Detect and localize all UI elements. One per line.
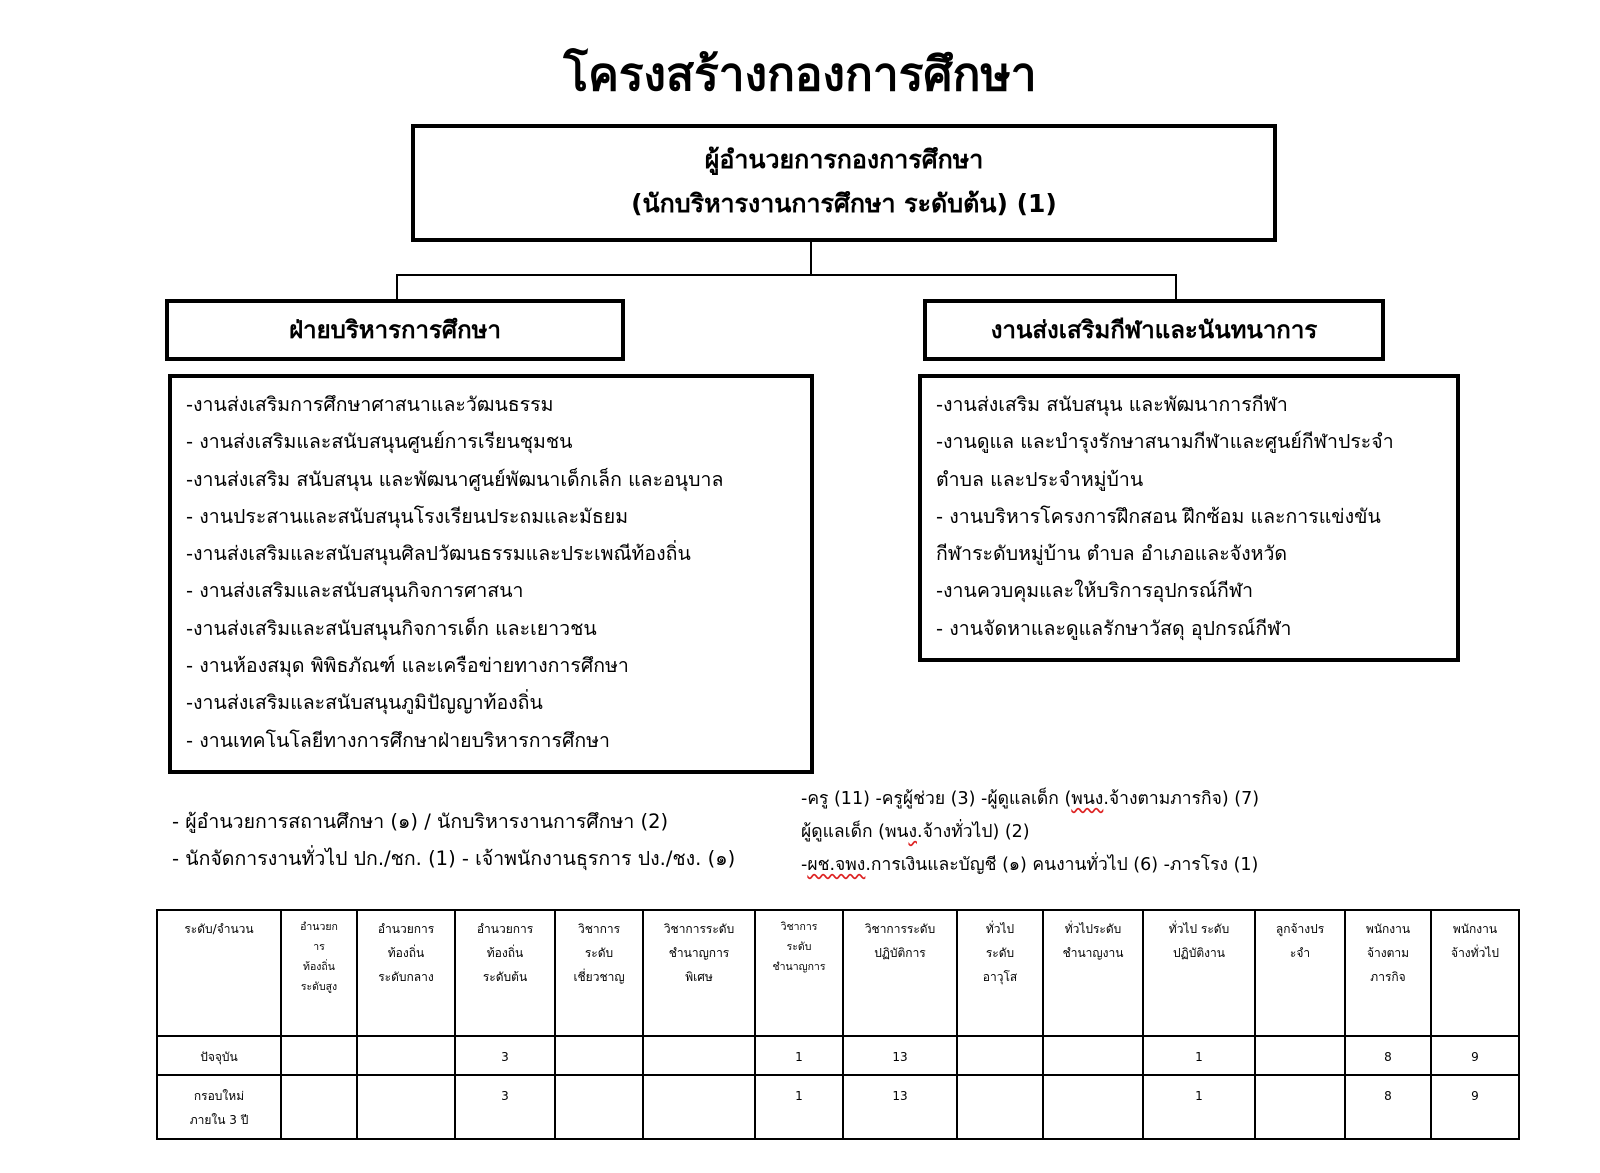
header-text: ปฏิบัติงาน (1173, 946, 1225, 960)
staff-list-right (801, 783, 1259, 882)
table-header-cell (843, 910, 957, 1036)
header-text: ระดับ/จำนวน (184, 922, 254, 936)
table-cell (1255, 1036, 1345, 1075)
header-text: พิเศษ (685, 970, 713, 984)
table-cell (1043, 1075, 1143, 1139)
division-name: งานส่งเสริมกีฬาและนันทนาการ (990, 316, 1318, 344)
staff-text: .จ้างตามภารกิจ) (7) (1103, 789, 1260, 809)
staff-text-flagged: ง (908, 822, 917, 842)
position-rate-table (156, 909, 1520, 1140)
header-text: จ้างตาม (1366, 946, 1410, 960)
header-text: จ้างทั่วไป (1451, 946, 1499, 960)
table-cell: 13 (843, 1075, 957, 1139)
header-text: ชำนาญการ (668, 946, 730, 960)
header-text: ระดับ (985, 946, 1015, 960)
table-cell: 1 (1143, 1075, 1255, 1139)
header-text: ท้องถิ่น (303, 961, 335, 973)
header-text: ชำนาญงาน (1062, 946, 1124, 960)
table-row (157, 1075, 1519, 1139)
table-cell (957, 1075, 1043, 1139)
staff-list-left (172, 803, 735, 877)
list-item: -งานดูแล และบำรุงรักษาสนามกีฬาและศูนย์กีฬาประจำ (936, 430, 1394, 454)
row-label: ภายใน 3 ปี (189, 1113, 249, 1127)
row-label: ปัจจุบัน (200, 1050, 238, 1064)
staff-line (801, 849, 1259, 882)
director-position: (นักบริหารงานการศึกษา ระดับต้น) (1) (631, 189, 1057, 218)
staff-line (801, 816, 1259, 849)
header-text: ะจำ (1289, 946, 1311, 960)
table-cell: 1 (755, 1036, 843, 1075)
table-header-cell (555, 910, 643, 1036)
header-text: พนักงาน (1365, 922, 1411, 936)
table-header-cell (455, 910, 555, 1036)
table-cell: 8 (1345, 1036, 1431, 1075)
staff-text: ผู้ดูแลเด็ก (พน (801, 822, 909, 842)
header-text: ภารกิจ (1370, 970, 1406, 984)
staff-text-flagged: ผช.จพง (807, 855, 866, 875)
staff-line: - ผู้อำนวยการสถานศึกษา (๑) / นักบริหารงานการศึกษา (2) (172, 810, 669, 833)
table-header-cell (1431, 910, 1519, 1036)
list-item: - งานห้องสมุด พิพิธภัณฑ์ และเครือข่ายทางการศึกษา (186, 654, 629, 678)
header-text: อาวุโส (982, 970, 1018, 984)
header-text: ระดับกลาง (378, 970, 434, 984)
staff-text: .การเงินและบัญชี (๑) คนงานทั่วไป (6) -ภารโรง (1) (865, 855, 1259, 875)
row-label-cell (157, 1036, 281, 1075)
table-header-cell (1255, 910, 1345, 1036)
table-cell (555, 1036, 643, 1075)
director-box (411, 124, 1277, 242)
header-text: วิชาการ (577, 922, 621, 936)
education-admin-task-list (168, 374, 814, 774)
page-title: โครงสร้างกองการศึกษา (563, 47, 1037, 101)
table-cell: 9 (1431, 1036, 1519, 1075)
staff-text-flagged: พนง (1071, 789, 1104, 809)
header-text: ปฏิบัติการ (874, 946, 926, 960)
row-label: กรอบใหม่ (193, 1089, 245, 1103)
division-education-admin (165, 299, 625, 361)
header-text: อำนวยการ (476, 922, 534, 936)
list-item: - งานส่งเสริมและสนับสนุนศูนย์การเรียนชุมชน (186, 430, 573, 454)
table-header-cell (755, 910, 843, 1036)
table-header-cell (157, 910, 281, 1036)
staff-line: - นักจัดการงานทั่วไป ปก./ชก. (1) - เจ้าพนักงานธุรการ ปง./ชง. (๑) (172, 847, 736, 870)
table-cell: 3 (455, 1075, 555, 1139)
table-cell: 8 (1345, 1075, 1431, 1139)
header-text: ระดับ (584, 946, 614, 960)
row-label-cell (157, 1075, 281, 1139)
table-cell (555, 1075, 643, 1139)
table-header-cell (281, 910, 357, 1036)
list-item: -งานควบคุมและให้บริการอุปกรณ์กีฬา (936, 579, 1254, 603)
list-item: -งานส่งเสริม สนับสนุน และพัฒนาการกีฬา (936, 393, 1288, 416)
staff-text: -ครู (11) -ครูผู้ช่วย (3) -ผู้ดูแลเด็ก ( (801, 789, 1072, 809)
table-row (157, 1036, 1519, 1075)
table-cell: 9 (1431, 1075, 1519, 1139)
table-cell (643, 1036, 755, 1075)
table-cell (643, 1075, 755, 1139)
header-text: ท้องถิ่น (387, 946, 425, 960)
list-item: - งานเทคโนโลยีทางการศึกษาฝ่ายบริหารการศึกษา (186, 728, 610, 752)
header-text: ท้องถิ่น (486, 946, 524, 960)
division-name: ฝ่ายบริหารการศึกษา (289, 316, 501, 344)
director-title: ผู้อำนวยการกองการศึกษา (704, 145, 984, 174)
header-text: ระดับ (786, 941, 812, 953)
table-header-cell (357, 910, 455, 1036)
table-header-cell (957, 910, 1043, 1036)
header-text: วิชาการ (780, 921, 818, 933)
division-sports-recreation (923, 299, 1385, 361)
list-item: -งานส่งเสริมและสนับสนุนภูมิปัญญาท้องถิ่น (186, 691, 543, 715)
list-item: กีฬาระดับหมู่บ้าน ตำบล อำเภอและจังหวัด (936, 542, 1288, 566)
table-cell (957, 1036, 1043, 1075)
table-cell (1043, 1036, 1143, 1075)
header-text: ลูกจ้างปร (1275, 922, 1325, 936)
header-text: ทั่วไป (985, 922, 1015, 936)
connector-horizontal (396, 274, 1177, 276)
staff-text: .จ้างทั่วไป) (2) (917, 822, 1030, 842)
header-text: ชำนาญการ (772, 961, 826, 973)
header-text: ทั่วไประดับ (1064, 922, 1122, 936)
list-item: -งานส่งเสริมและสนับสนุนศิลปวัฒนธรรมและประเพณีท้องถิ่น (186, 542, 691, 566)
table-cell: 1 (1143, 1036, 1255, 1075)
table-cell (1255, 1075, 1345, 1139)
header-text: อำนวยก (300, 921, 338, 933)
list-item: -งานส่งเสริมและสนับสนุนกิจการเด็ก และเยาวชน (186, 616, 597, 640)
table-cell: 13 (843, 1036, 957, 1075)
table-cell (357, 1036, 455, 1075)
table-header-cell (1143, 910, 1255, 1036)
list-item: -งานส่งเสริม สนับสนุน และพัฒนาศูนย์พัฒนาเด็กเล็ก และอนุบาล (186, 467, 724, 491)
staff-text: - (801, 855, 808, 875)
header-text: เชี่ยวชาญ (573, 970, 625, 984)
table-cell (281, 1036, 357, 1075)
table-header-cell (1043, 910, 1143, 1036)
list-item: -งานส่งเสริมการศึกษาศาสนาและวัฒนธรรม (186, 393, 554, 416)
header-text: อำนวยการ (377, 922, 435, 936)
connector-right-drop (1175, 274, 1177, 300)
list-item: ตำบล และประจำหมู่บ้าน (936, 467, 1144, 491)
table-cell: 3 (455, 1036, 555, 1075)
table-header-cell (1345, 910, 1431, 1036)
header-text: วิชาการระดับ (864, 922, 936, 936)
table-header-row (157, 910, 1519, 1036)
table-cell (281, 1075, 357, 1139)
table-header-cell (643, 910, 755, 1036)
header-text: วิชาการระดับ (663, 922, 735, 936)
list-item: - งานส่งเสริมและสนับสนุนกิจการศาสนา (186, 579, 524, 603)
sports-task-list (918, 374, 1460, 662)
staff-line (801, 783, 1259, 816)
connector-vertical-main (810, 241, 812, 275)
list-item: - งานจัดหาและดูแลรักษาวัสดุ อุปกรณ์กีฬา (936, 616, 1292, 640)
connector-left-drop (396, 274, 398, 300)
list-item: - งานประสานและสนับสนุนโรงเรียนประถมและมัธยม (186, 504, 629, 528)
table-cell (357, 1075, 455, 1139)
header-text: าร (313, 941, 325, 953)
list-item: - งานบริหารโครงการฝึกสอน ฝึกซ้อม และการแข่งขัน (936, 504, 1381, 528)
table-cell: 1 (755, 1075, 843, 1139)
header-text: ระดับต้น (482, 970, 528, 984)
header-text: ทั่วไป ระดับ (1168, 922, 1230, 936)
header-text: ระดับสูง (300, 981, 338, 993)
header-text: พนักงาน (1452, 922, 1498, 936)
